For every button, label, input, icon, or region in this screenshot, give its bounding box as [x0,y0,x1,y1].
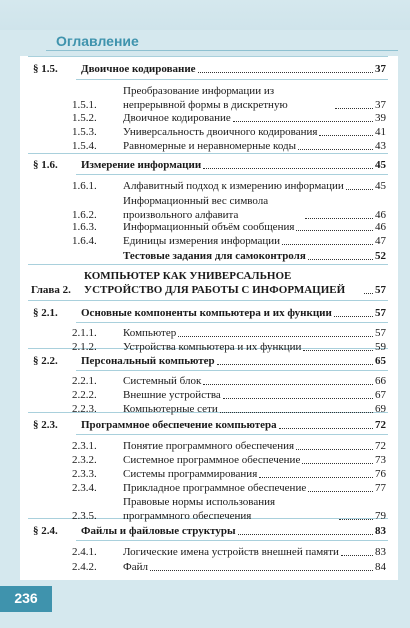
toc-subsection: 2.4.1. Логические имена устройств внешней памяти 83 [72,546,386,558]
toc-subsection: 1.5.1. Преобразование информации из непрерывной формы в дискретную 37 [72,85,386,111]
toc-chapter: Глава 2. КОМПЬЮТЕР КАК УНИВЕРСАЛЬНОЕ УСТРОЙСТВО ДЛЯ РАБОТЫ С ИНФОРМАЦИЕЙ 57 [31,270,386,296]
section-divider [76,174,388,175]
toc-self-test: Тестовые задания для самоконтроля 52 [123,250,386,262]
page-title: Оглавление [56,33,139,49]
toc-subsection: 1.6.1. Алфавитный подход к измерению информации 45 [72,180,386,192]
section-divider [76,434,388,435]
toc-subsection: 2.3.1. Понятие программного обеспечения 72 [72,440,386,452]
toc-subsection: 1.6.3. Информационный объём сообщения 46 [72,221,386,233]
toc-subsection: 2.3.4. Прикладное программное обеспечение 77 [72,482,386,494]
section-divider [76,540,388,541]
toc-subsection: 2.1.1. Компьютер 57 [72,327,386,339]
header-band [0,0,410,30]
toc-section: § 2.3. Программное обеспечение компьютера 72 [33,419,386,431]
toc-subsection: 1.5.4. Равномерные и неравномерные коды 43 [72,140,386,152]
toc-subsection: 1.6.2. Информационный вес символа произвольного алфавита 46 [72,195,386,221]
toc-subsection: 2.3.2. Системное программное обеспечение 73 [72,454,386,466]
toc-subsection: 2.3.5. Правовые нормы использования программного обеспечения 79 [72,496,386,522]
toc-subsection: 1.5.2. Двоичное кодирование 39 [72,112,386,124]
section-divider [76,79,388,80]
toc-section: § 1.6. Измерение информации 45 [33,159,386,171]
section-divider [28,300,388,301]
toc-section: § 1.5. Двоичное кодирование 37 [33,63,386,75]
toc-subsection: 1.5.3. Универсальность двоичного кодирования 41 [72,126,386,138]
section-divider [28,264,388,265]
toc-subsection: 1.6.4. Единицы измерения информации 47 [72,235,386,247]
toc-subsection: 2.4.2. Файл 84 [72,561,386,573]
toc-subsection: 2.2.3. Компьютерные сети 69 [72,403,386,415]
toc-section: § 2.4. Файлы и файловые структуры 83 [33,525,386,537]
toc-subsection: 2.2.1. Системный блок 66 [72,375,386,387]
toc-section: § 2.2. Персональный компьютер 65 [33,355,386,367]
toc-subsection: 2.3.3. Системы программирования 76 [72,468,386,480]
header-rule [46,50,398,51]
toc-subsection: 2.1.2. Устройства компьютера и их функции 59 [72,341,386,353]
toc-sheet [20,56,398,580]
toc-subsection: 2.2.2. Внешние устройства 67 [72,389,386,401]
section-divider [28,56,388,57]
toc-section: § 2.1. Основные компоненты компьютера и их функции 57 [33,307,386,319]
section-divider [76,322,388,323]
section-divider [76,370,388,371]
section-divider [28,153,388,154]
page-number: 236 [14,590,38,606]
